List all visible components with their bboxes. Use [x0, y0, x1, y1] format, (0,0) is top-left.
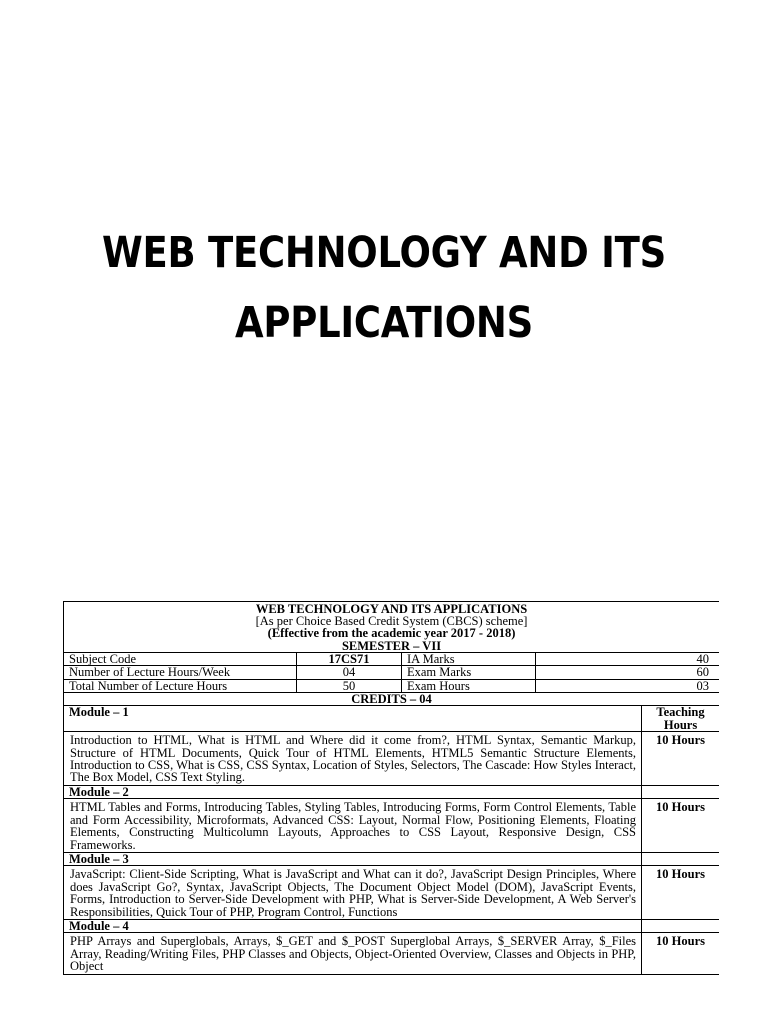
info-row: [64, 666, 720, 679]
info-value: 04: [297, 666, 402, 679]
module-title-row: [64, 919, 720, 932]
slide-title-line-1: WEB TECHNOLOGY AND ITS: [101, 228, 667, 278]
module-hours: 10 Hours: [642, 933, 720, 974]
module-title: Module – 3: [64, 852, 642, 865]
syllabus-semester: SEMESTER – VII: [341, 638, 442, 653]
syllabus-scan: [63, 601, 719, 1024]
module-content: Introduction to HTML, What is HTML and Where did it come from?, HTML Syntax, Semantic Markup, Structure of HTML Documents, Quick Tour of HTML Elements, HTML5 Semantic Structure Elements, Introduction to CSS, What is CSS, CSS Syntax, Location of Styles, Selectors, The Cascade: How Styles Interact, The Box Model, CSS Text Styling.: [64, 732, 642, 786]
module-content-row: [64, 799, 720, 853]
info-label: Exam Hours: [402, 679, 536, 692]
syllabus-course-title: WEB TECHNOLOGY AND ITS APPLICATIONS: [255, 602, 528, 616]
info-value: 17CS71: [297, 652, 402, 665]
module-title: Module – 4: [64, 919, 642, 932]
slide-title-line-2: APPLICATIONS: [235, 298, 533, 348]
module-title: Module – 2: [64, 785, 642, 798]
module-content-row: [64, 866, 720, 920]
info-value: 03: [536, 679, 720, 692]
info-value: 40: [536, 652, 720, 665]
syllabus-header-row: [64, 602, 720, 653]
module-content: HTML Tables and Forms, Introducing Tables, Styling Tables, Introducing Forms, Form Control Elements, Table and Form Accessibility, Microformats, Advanced CSS: Layout, Normal Flow, Positioning Elements, Floating Elements, Constructing Multicolumn Layouts, Approaches to CSS Layout, Responsive Design, CSS Frameworks.: [64, 799, 642, 853]
info-row: [64, 652, 720, 665]
info-label: Total Number of Lecture Hours: [64, 679, 297, 692]
info-row: [64, 679, 720, 692]
syllabus-table: [63, 601, 719, 975]
module-title-row: [64, 785, 720, 798]
module-hours: 10 Hours: [642, 732, 720, 786]
syllabus-scheme: [As per Choice Based Credit System (CBCS) scheme]: [255, 614, 528, 629]
info-label: IA Marks: [402, 652, 536, 665]
module-content: PHP Arrays and Superglobals, Arrays, $_GET and $_POST Superglobal Arrays, $_SERVER Array, $_Files Array, Reading/Writing Files, PHP Classes and Objects, Object-Oriented Overview, Classes and Objects in PHP, Object: [64, 933, 642, 974]
module-content: JavaScript: Client-Side Scripting, What is JavaScript and What can it do?, JavaScript Design Principles, Where does JavaScript Go?, Syntax, JavaScript Objects, The Document Object Model (DOM), JavaScript Events, Forms, Introduction to Server-Side Development with PHP, What is Server-Side Development, A Web Server's Responsibilities, Quick Tour of PHP, Program Control, Functions: [64, 866, 642, 920]
credits-label: CREDITS – 04: [64, 693, 720, 706]
module-content-row: [64, 933, 720, 974]
credits-row: [64, 693, 720, 706]
info-value: 50: [297, 679, 402, 692]
slide-title: [54, 218, 714, 358]
module-title-row: [64, 706, 720, 732]
module-title-row: [64, 852, 720, 865]
info-label: Number of Lecture Hours/Week: [64, 666, 297, 679]
syllabus-effective-year: (Effective from the academic year 2017 - 2018): [267, 626, 516, 641]
teaching-hours-header: Teaching Hours: [642, 706, 720, 732]
module-hours: 10 Hours: [642, 799, 720, 853]
module-content-row: [64, 732, 720, 786]
module-hours: 10 Hours: [642, 866, 720, 920]
info-label: Subject Code: [64, 652, 297, 665]
info-value: 60: [536, 666, 720, 679]
module-title: Module – 1: [64, 706, 642, 732]
info-label: Exam Marks: [402, 666, 536, 679]
